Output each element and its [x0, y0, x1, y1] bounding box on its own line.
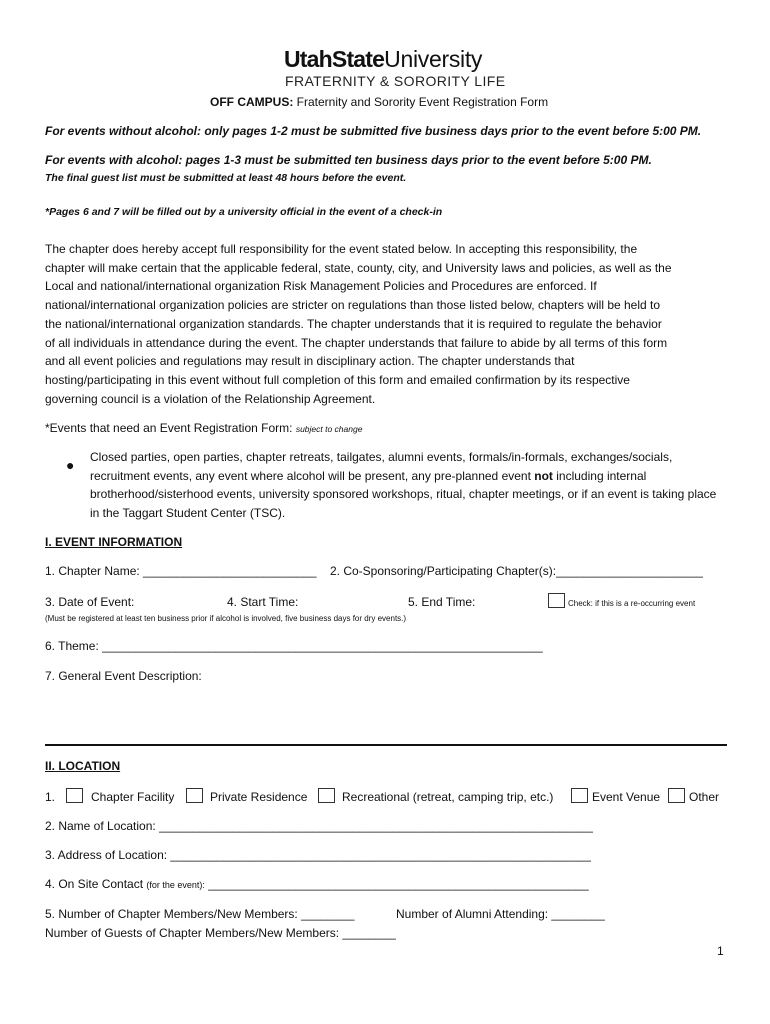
date-registration-note: (Must be registered at least ten business prior if alcohol is involved, five business days for dry events.) [45, 614, 407, 623]
paragraph-line: of all individuals in attendance during the event. The chapter understands that failure to abide by all terms of this form [45, 335, 668, 350]
notice-official-pages: *Pages 6 and 7 will be filled out by a university official in the event of a check-in [45, 206, 443, 218]
event-venue-checkbox[interactable] [571, 788, 588, 803]
guests-count-field[interactable]: Number of Guests of Chapter Members/New Members: ________ [45, 926, 396, 940]
department-name: FRATERNITY & SORORITY LIFE [285, 73, 506, 89]
paragraph-line: chapter will make certain that the applicable federal, state, county, city, and University laws and policies, as well as the [45, 260, 672, 275]
events-need-label: *Events that need an Event Registration Form: subject to change [45, 421, 363, 435]
paragraph-line: Local and national/international organization Risk Management Policies and Procedures are enforced. If [45, 279, 597, 294]
events-bullet: Closed parties, open parties, chapter retreats, tailgates, alumni events, formals/in-formals, exchanges/socials, recruitment events, any event where alcohol will be present, any pre-planned event not including internal brotherhood/sisterhood events, university sponsored workshops, ritual, chapter meetings, or if an event is taking place in the Taggart Student Center (TSC). [90, 450, 717, 521]
notice-guest-list: The final guest list must be submitted at least 48 hours before the event. [45, 172, 407, 184]
paragraph-line: The chapter does hereby accept full responsibility for the event stated below. In accepting this responsibility, the [45, 242, 638, 256]
location-type-number: 1. [45, 790, 56, 804]
recreational-label: Recreational (retreat, camping trip, etc.) [342, 790, 554, 804]
chapter-name-field[interactable]: 1. Chapter Name: __________________________ [45, 564, 317, 578]
on-site-contact-field[interactable]: 4. On Site Contact (for the event): _________________________________________________________ [45, 877, 589, 891]
bullet-icon: ● [66, 457, 75, 473]
date-of-event-field[interactable]: 3. Date of Event: [45, 595, 135, 609]
university-logo: UtahStateUniversity [284, 46, 483, 72]
notice-with-alcohol: For events with alcohol: pages 1-3 must be submitted ten business days prior to the event before 5:00 PM. [45, 153, 652, 167]
section-event-information-heading: I. EVENT INFORMATION [45, 535, 183, 549]
paragraph-line: governing council is a violation of the Relationship Agreement. [45, 391, 376, 406]
other-location-checkbox[interactable] [668, 788, 685, 803]
recurring-event-checkbox[interactable] [548, 593, 565, 608]
other-location-label: Other [689, 790, 720, 804]
name-of-location-field[interactable]: 2. Name of Location: _________________________________________________________________ [45, 819, 593, 833]
alumni-count-field[interactable]: Number of Alumni Attending: ________ [396, 907, 605, 921]
form-title: OFF CAMPUS: Fraternity and Sorority Event Registration Form [210, 95, 549, 109]
theme-field[interactable]: 6. Theme: __________________________________________________________________ [45, 639, 543, 653]
section-divider [45, 744, 727, 746]
notice-no-alcohol: For events without alcohol: only pages 1-2 must be submitted five business days prior to the event before 5:00 PM. [45, 124, 702, 138]
end-time-field[interactable]: 5. End Time: [408, 595, 476, 609]
general-event-description-field[interactable]: 7. General Event Description: [45, 669, 202, 683]
subject-to-change-note: subject to change [295, 424, 363, 434]
address-of-location-field[interactable]: 3. Address of Location: _______________________________________________________________ [45, 848, 591, 862]
chapter-facility-label: Chapter Facility [91, 790, 175, 804]
responsibility-paragraph [45, 240, 725, 408]
recreational-checkbox[interactable] [318, 788, 335, 803]
paragraph-line: the national/international organization standards. The chapter understands that it is required to regulate the behavior [45, 316, 662, 331]
paragraph-line: and all event policies and regulations may result in disciplinary action. The chapter understands that [45, 354, 575, 369]
private-residence-checkbox[interactable] [186, 788, 203, 803]
paragraph-line: hosting/participating in this event without full completion of this form and emailed confirmation by its respective [45, 372, 630, 387]
private-residence-label: Private Residence [210, 790, 308, 804]
recurring-event-label: Check: if this is a re-occurring event [568, 599, 696, 608]
chapter-members-count-field[interactable]: 5. Number of Chapter Members/New Members: ________ [45, 907, 355, 921]
paragraph-line: national/international organization policies are stricter on regulations than those listed below, chapters will be held to [45, 298, 661, 313]
page-number: 1 [717, 944, 724, 958]
start-time-field[interactable]: 4. Start Time: [227, 595, 299, 609]
event-venue-label: Event Venue [592, 790, 661, 804]
section-location-heading: II. LOCATION [45, 759, 121, 773]
chapter-facility-checkbox[interactable] [66, 788, 83, 803]
cosponsoring-chapters-field[interactable]: 2. Co-Sponsoring/Participating Chapter(s):______________________ [330, 564, 703, 578]
